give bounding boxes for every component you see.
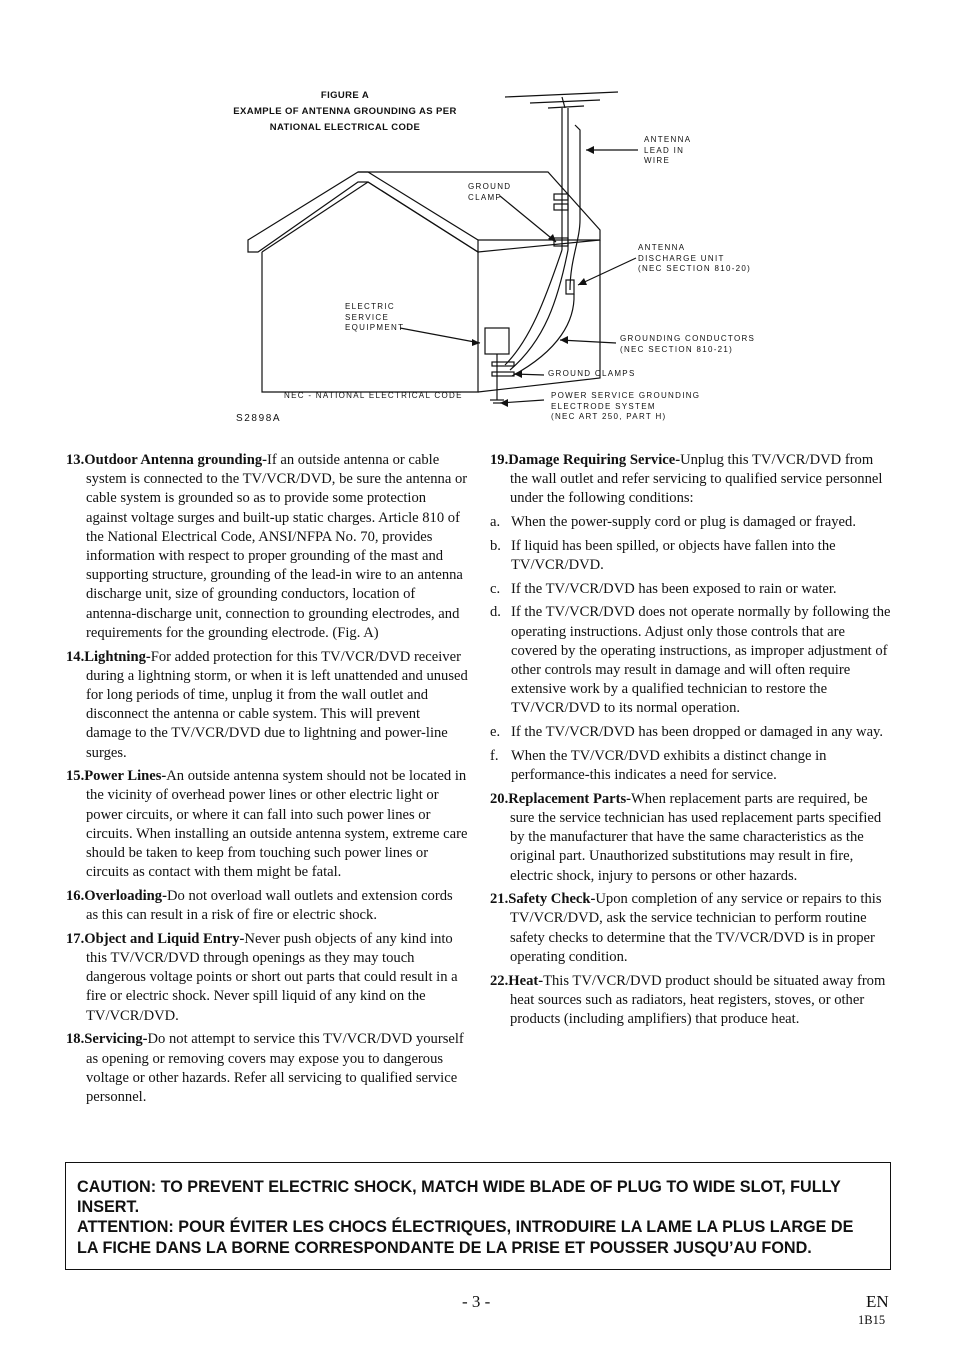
left-column xyxy=(66,451,468,1112)
figure-code: S2898A xyxy=(236,413,282,424)
electric-service-box xyxy=(485,328,509,354)
label-ground-clamp: GROUND CLAMP xyxy=(468,182,512,202)
item-18: 18.Servicing-Do not attempt to service this TV/VCR/DVD yourself as opening or removing covers may expose you to dangerous voltage or other hazards. Refer all servicing to qualified service personnel. xyxy=(66,1031,464,1105)
document-id: 1B15 xyxy=(858,1313,886,1327)
label-discharge-unit: ANTENNA DISCHARGE UNIT (NEC SECTION 810-20) xyxy=(638,243,752,273)
item-20: 20.Replacement Parts-When replacement parts are required, be sure the service technician has used replacement parts specified by the manufacturer that have the same characteristics as the original part. Unauthorized substitutions may result in fire, electric shock, injury to persons or other hazards. xyxy=(490,790,882,884)
antenna-grounding-drawing xyxy=(0,0,954,440)
item-22: 22.Heat-This TV/VCR/DVD product should be situated away from heat sources such as radiators, heat registers, stoves, or other products (including amplifiers) that produce heat. xyxy=(490,972,886,1027)
label-power-service: POWER SERVICE GROUNDING ELECTRODE SYSTEM (NEC ART 250, PART H) xyxy=(551,391,701,421)
label-grounding-conductors: GROUNDING CONDUCTORS (NEC SECTION 810-21) xyxy=(620,334,756,354)
figure-a xyxy=(0,0,954,440)
language-code: EN xyxy=(866,1292,889,1311)
item-15: 15.Power Lines-An outside antenna system should not be located in the vicinity of overhead power lines or other electric light or power circuits, or where it can fall into such power lines or circuits. When installing an outside antenna system, extreme care should be taken to keep from touching such power lines or circuits as contact with them might be fatal. xyxy=(66,768,468,881)
item-19b: b. If liquid has been spilled, or objects have fallen into the TV/VCR/DVD. xyxy=(490,537,836,574)
item-16: 16.Overloading-Do not overload wall outlets and extension cords as this can result in a risk of fire or electric shock. xyxy=(66,887,453,924)
item-19: 19.Damage Requiring Service-Unplug this TV/VCR/DVD from the wall outlet and refer servicing to qualified service personnel under the following conditions: xyxy=(490,452,883,507)
item-19c: c. If the TV/VCR/DVD has been exposed to rain or water. xyxy=(490,580,837,597)
item-14: 14.Lightning-For added protection for this TV/VCR/DVD receiver during a lightning storm, or when it is left unattended and unused for long periods of time, unplug it from the wall outlet and disconnect the antenna or cable system. This will prevent damage to the TV/VCR/DVD due to lightning and power-line surges. xyxy=(66,648,468,761)
item-19e: e. If the TV/VCR/DVD has been dropped or damaged in any way. xyxy=(490,724,884,741)
label-electric-service: ELECTRIC SERVICE EQUIPMENT xyxy=(345,302,405,332)
caution-french: ATTENTION: POUR ÉVITER LES CHOCS ÉLECTRIQUES, INTRODUIRE LA LAME LA PLUS LARGE DE LA FICHE DANS LA BORNE CORRESPONDANTE DE LA PRISE ET POUSSER JUSQU’AU FOND. xyxy=(77,1218,854,1257)
label-nec: NEC - NATIONAL ELECTRICAL CODE xyxy=(284,391,463,400)
antenna-elements xyxy=(505,92,618,97)
item-19d: d. If the TV/VCR/DVD does not operate normally by following the operating instructions. Adjust only those controls that are covered by the operating instructions, as improper adjustment of other controls may result in damage and will often require extensive work by a qualified technician to restore the TV/VCR/DVD to its normal operation. xyxy=(490,604,891,717)
item-21: 21.Safety Check-Upon completion of any service or repairs to this TV/VCR/DVD, ask the service technician to perform routine safety checks to determine that the TV/VCR/DVD is in proper operating condition. xyxy=(490,891,882,965)
caution-english: CAUTION: TO PREVENT ELECTRIC SHOCK, MATCH WIDE BLADE OF PLUG TO WIDE SLOT, FULLY INSERT. xyxy=(77,1178,841,1217)
page-number: - 3 - xyxy=(462,1292,491,1311)
item-17: 17.Object and Liquid Entry-Never push objects of any kind into this TV/VCR/DVD through openings as they may touch dangerous voltage points or short out parts that could result in a fire or electric shock. Never spill liquid of any kind on the TV/VCR/DVD. xyxy=(66,930,458,1024)
caution-box xyxy=(65,1162,891,1270)
label-ground-clamps: GROUND CLAMPS xyxy=(548,369,636,378)
label-antenna-lead: ANTENNA LEAD IN WIRE xyxy=(644,135,692,165)
item-19f: f. When the TV/VCR/DVD exhibits a distinct change in performance-this indicates a need for service. xyxy=(490,747,827,784)
item-13: 13.Outdoor Antenna grounding-If an outside antenna or cable system is connected to the TV/VCR/DVD, be sure the antenna or cable system is grounded so as to provide some protection against voltage surges and built-up static charges. Article 810 of the National Electrical Code, ANSI/NFPA No. 70, provides information with respect to proper grounding of the mast and supporting structure, grounding of the lead-in wire to an antenna discharge unit, size of grounding conductors, location of antenna-discharge unit, connection to grounding electrodes, and requirements for the grounding electrode. (Fig. A) xyxy=(66,452,468,641)
right-column xyxy=(490,451,892,1034)
house-roof xyxy=(248,172,478,252)
lead-in-wire xyxy=(570,125,580,290)
item-19a: a. When the power-supply cord or plug is damaged or frayed. xyxy=(490,514,856,531)
figure-title: FIGURE A EXAMPLE OF ANTENNA GROUNDING AS PER NATIONAL ELECTRICAL CODE xyxy=(233,90,457,133)
